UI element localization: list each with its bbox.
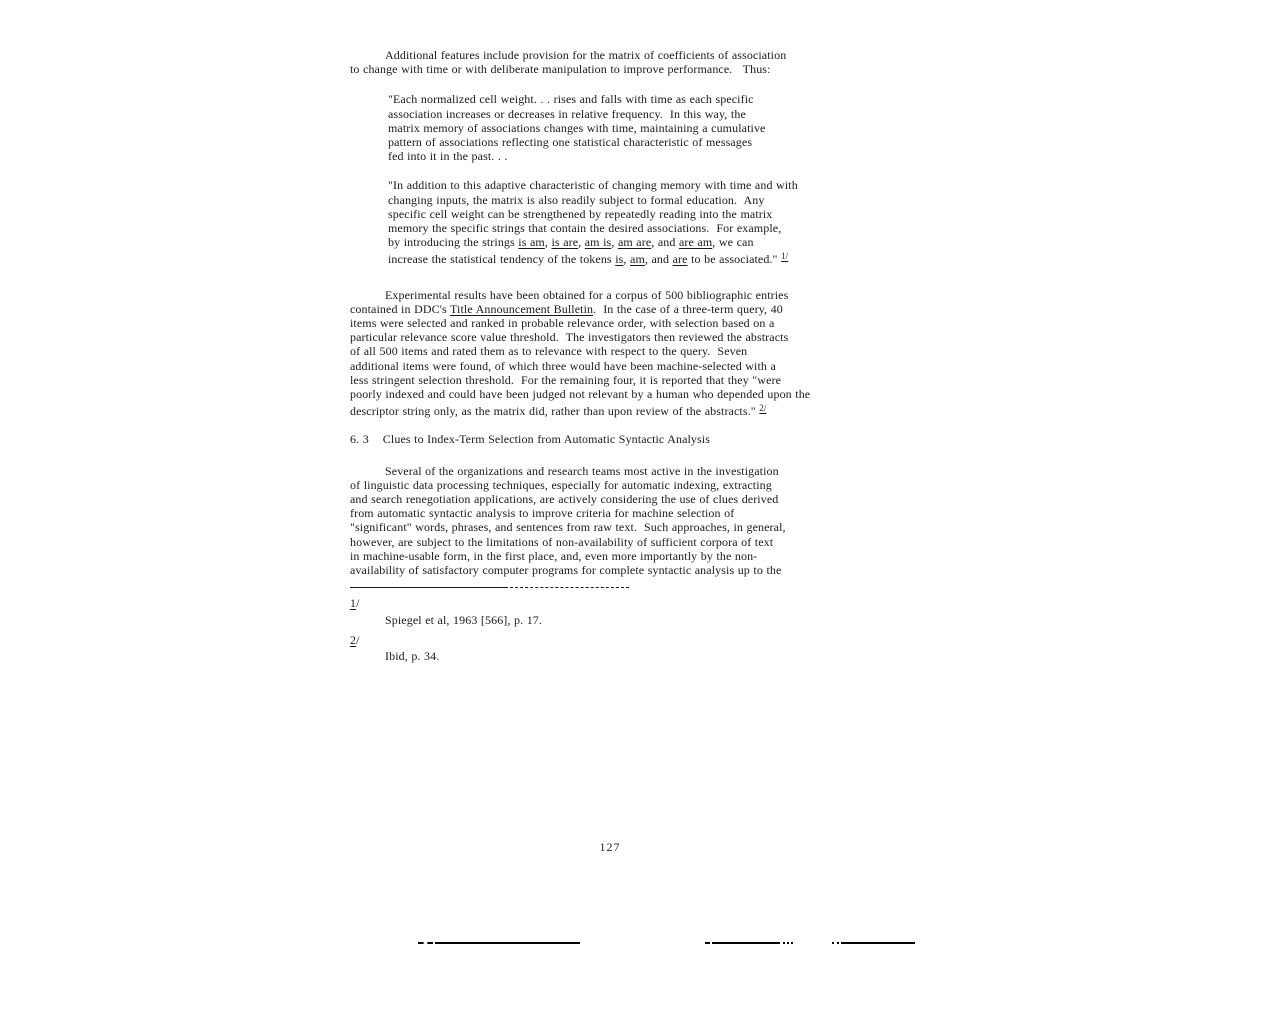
text-segment: particular relevance score value threshold. The investigators then reviewed the abstracts — [350, 330, 789, 345]
footnote-1 — [385, 613, 870, 627]
text-line — [350, 432, 870, 446]
text-segment: items were selected and ranked in probable relevance order, with selection based on a — [350, 316, 775, 331]
text-segment: descriptor string only, as the matrix did, rather than upon review of the abstracts." — [350, 404, 760, 419]
section-heading — [350, 432, 870, 446]
scan-artifact-line — [841, 942, 915, 944]
text-segment: Ibid, p. 34. — [385, 648, 440, 663]
scan-artifact-line — [832, 942, 839, 944]
text-segment: "Each normalized cell weight. . . rises and falls with time as each specific — [388, 92, 754, 107]
text-line — [350, 478, 870, 492]
text-body — [350, 48, 870, 663]
text-segment: contained in DDC's — [350, 301, 451, 316]
text-segment: pattern of associations reflecting one statistical characteristic of messages — [388, 135, 753, 150]
footnote-2 — [385, 649, 870, 663]
footnote-marker-2 — [350, 633, 870, 647]
text-line — [350, 62, 870, 76]
text-segment: to change with time or with deliberate manipulation to improve performance. Thus: — [350, 62, 771, 77]
underlined-term: is are — [551, 235, 579, 250]
text-segment: in machine-usable form, in the first place, and, even more importantly by the non- — [350, 548, 758, 563]
text-segment: matrix memory of associations changes with time, maintaining a cumulative — [388, 120, 766, 135]
text-line — [350, 549, 870, 563]
para-experimental — [350, 288, 870, 419]
footnote-ref: 2/ — [759, 403, 767, 414]
underlined-term: am — [630, 252, 645, 267]
text-line — [388, 107, 864, 121]
text-segment: , — [623, 252, 631, 267]
text-segment: memory the specific strings that contain the desired associations. For example, — [388, 221, 782, 236]
underlined-term: Title Announcement Bulletin — [450, 301, 594, 316]
text-segment: poorly indexed and could have been judged not relevant by a human who depended upon the — [350, 387, 811, 402]
text-segment: 6. 3 Clues to Index-Term Selection from Automatic Syntactic Analysis — [350, 432, 710, 447]
text-segment: Several of the organizations and research teams most active in the investigation — [385, 463, 779, 478]
scan-artifact-line — [705, 942, 710, 944]
text-line — [350, 401, 870, 418]
text-segment: specific cell weight can be strengthened by repeatedly reading into the matrix — [388, 206, 773, 221]
text-segment: of linguistic data processing techniques, especially for automatic indexing, extracting — [350, 477, 772, 492]
text-segment: Spiegel et al, 1963 [566], p. 17. — [385, 612, 543, 627]
text-segment: less stringent selection threshold. For the remaining four, it is reported that they "were — [350, 372, 782, 387]
text-segment: , — [544, 235, 552, 250]
text-segment: "significant" words, phrases, and sentences from raw text. Such approaches, in general, — [350, 520, 786, 535]
underlined-term: is — [615, 252, 624, 267]
underlined-term: 2 — [350, 632, 357, 647]
text-line — [388, 193, 864, 207]
text-segment: however, are subject to the limitations of non-availability of sufficient corpora of text — [350, 534, 774, 549]
text-segment: by introducing the strings — [388, 235, 519, 250]
footnote-marker-1 — [350, 596, 870, 610]
text-segment: Experimental results have been obtained for a corpus of 500 bibliographic entries — [385, 287, 789, 302]
scan-artifact-line — [783, 942, 793, 944]
text-line — [350, 288, 870, 302]
text-line — [388, 249, 864, 266]
text-line — [350, 359, 870, 373]
text-line — [350, 464, 870, 478]
footnote-ref: 1/ — [781, 251, 789, 262]
quote-1 — [388, 92, 864, 163]
text-line — [388, 178, 864, 192]
text-line — [385, 649, 870, 663]
text-line — [350, 520, 870, 534]
page-number: 127 — [599, 840, 621, 854]
text-segment: , we can — [712, 235, 754, 250]
scan-artifact-line — [435, 942, 580, 944]
text-line — [350, 535, 870, 549]
text-line — [388, 135, 864, 149]
text-segment: from automatic syntactic analysis to improve criteria for machine selection of — [350, 506, 735, 521]
footnote-rule — [350, 587, 870, 590]
text-segment: increase the statistical tendency of the tokens — [388, 252, 616, 267]
text-line — [350, 387, 870, 401]
underlined-term: are — [672, 252, 688, 267]
text-line — [350, 48, 870, 62]
text-segment: . In the case of a three-term query, 40 — [593, 301, 783, 316]
text-segment: availability of satisfactory computer programs for complete syntactic analysis up to the — [350, 563, 782, 578]
text-line — [350, 492, 870, 506]
text-segment: , — [578, 235, 585, 250]
footnote-rule-dashed — [505, 587, 629, 588]
text-segment: / — [356, 632, 360, 647]
text-line — [350, 344, 870, 358]
text-line — [388, 221, 864, 235]
text-segment: of all 500 items and rated them as to relevance with respect to the query. Seven — [350, 344, 748, 359]
text-line — [388, 92, 864, 106]
text-line — [350, 596, 870, 610]
para-intro — [350, 48, 870, 76]
text-line — [350, 563, 870, 577]
text-line — [350, 633, 870, 647]
underlined-term: am are — [617, 235, 652, 250]
text-line — [350, 316, 870, 330]
text-line — [385, 613, 870, 627]
text-segment: association increases or decreases in relative frequency. In this way, the — [388, 106, 746, 121]
para-several — [350, 464, 870, 578]
text-line — [350, 373, 870, 387]
quote-2 — [388, 178, 864, 266]
underlined-term: am is — [584, 235, 612, 250]
scan-artifact-line — [418, 942, 433, 944]
text-segment: additional items were found, of which three would have been machine-selected with a — [350, 358, 776, 373]
footnote-rule-solid — [350, 587, 505, 588]
text-segment: changing inputs, the matrix is also readily subject to formal education. Any — [388, 192, 765, 207]
text-segment: , — [611, 235, 618, 250]
text-segment: "In addition to this adaptive characteristic of changing memory with time and with — [388, 178, 798, 193]
underlined-term: are am — [678, 235, 713, 250]
text-segment: Additional features include provision for the matrix of coefficients of association — [385, 48, 787, 62]
text-segment: , and — [644, 252, 673, 267]
text-line — [350, 330, 870, 344]
text-segment: and search renegotiation applications, are actively considering the use of clues derived — [350, 492, 779, 507]
underlined-term: is am — [518, 235, 545, 250]
text-line — [388, 121, 864, 135]
scan-artifact-line — [712, 942, 780, 944]
text-line — [388, 207, 864, 221]
text-line — [388, 149, 864, 163]
text-segment: to be associated." — [687, 252, 782, 267]
text-segment: / — [356, 596, 360, 611]
text-line — [350, 302, 870, 316]
text-line — [350, 506, 870, 520]
text-line — [388, 235, 864, 249]
text-segment: fed into it in the past. . . — [388, 149, 508, 164]
underlined-term: 1 — [350, 596, 357, 611]
text-segment: , and — [651, 235, 679, 250]
